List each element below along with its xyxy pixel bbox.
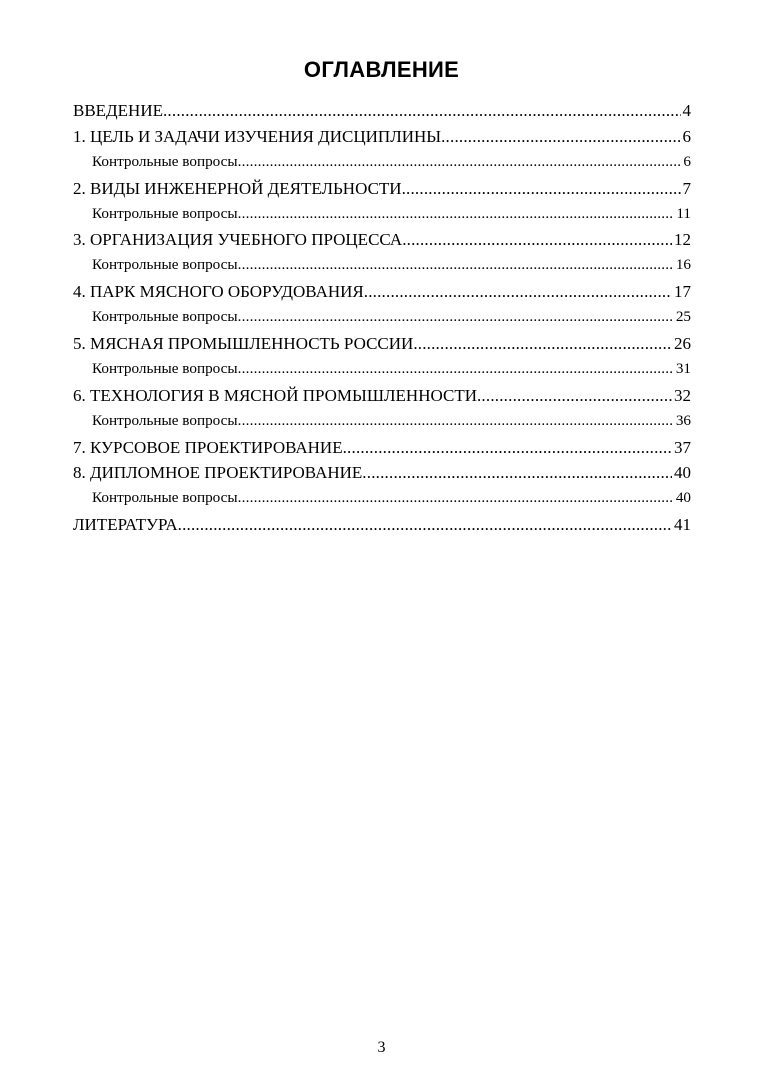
toc-entry-page: 32 xyxy=(674,385,691,405)
page-title: ОГЛАВЛЕНИЕ xyxy=(303,57,460,82)
toc-entry-page: 41 xyxy=(674,515,691,535)
toc-entry[interactable] xyxy=(73,438,691,464)
toc-entry-page: 31 xyxy=(675,359,691,377)
toc-subentry[interactable] xyxy=(73,153,691,179)
toc-entry-page: 26 xyxy=(674,334,691,354)
toc-entry-title: ВВЕДЕНИЕ xyxy=(73,101,163,120)
toc-entry[interactable] xyxy=(73,386,691,412)
toc-entry-page: 36 xyxy=(675,411,691,429)
toc-entry-title: 6. ТЕХНОЛОГИЯ В МЯСНОЙ ПРОМЫШЛЕННОСТИ xyxy=(73,385,477,405)
dot-leader xyxy=(163,101,681,121)
dot-leader xyxy=(238,153,682,171)
dot-leader xyxy=(238,489,674,507)
toc-entry-page: 6 xyxy=(682,126,691,146)
dot-leader xyxy=(477,386,672,406)
dot-leader xyxy=(238,308,674,326)
dot-leader xyxy=(402,179,681,199)
dot-leader xyxy=(238,256,674,274)
dot-leader xyxy=(238,412,674,430)
toc-entry-title: Контрольные вопросы xyxy=(92,308,238,326)
toc-entry-title: 5. МЯСНАЯ ПРОМЫШЛЕННОСТЬ РОССИИ xyxy=(73,334,414,354)
toc-entry-title: 7. КУРСОВОЕ ПРОЕКТИРОВАНИЕ xyxy=(73,437,343,457)
dot-leader xyxy=(238,360,674,378)
dot-leader xyxy=(343,438,672,458)
toc-entry-title: Контрольные вопросы xyxy=(92,256,238,274)
dot-leader xyxy=(413,334,672,354)
toc-subentry[interactable] xyxy=(73,205,691,231)
dot-leader xyxy=(362,463,672,483)
toc-entry-page: 7 xyxy=(682,178,691,198)
toc-entry-page: 16 xyxy=(675,256,691,274)
dot-leader xyxy=(238,205,675,223)
page-number: 3 xyxy=(377,1039,386,1056)
toc-entry-page: 11 xyxy=(676,204,691,222)
toc-entry-title: Контрольные вопросы xyxy=(92,489,238,507)
toc-entry-page: 17 xyxy=(674,282,691,302)
toc-entry-title: Контрольные вопросы xyxy=(92,152,238,170)
table-of-contents xyxy=(73,101,691,541)
toc-entry[interactable] xyxy=(73,127,691,153)
toc-entry[interactable] xyxy=(73,179,691,205)
dot-leader xyxy=(441,127,680,147)
toc-entry-title: ЛИТЕРАТУРА xyxy=(73,515,178,535)
toc-entry-title: Контрольные вопросы xyxy=(92,359,238,377)
toc-entry-page: 40 xyxy=(674,463,691,483)
toc-entry-page: 6 xyxy=(683,152,691,170)
toc-entry-title: 2. ВИДЫ ИНЖЕНЕРНОЙ ДЕЯТЕЛЬНОСТИ xyxy=(73,178,402,198)
toc-entry-page: 4 xyxy=(682,101,691,120)
toc-entry-title: Контрольные вопросы xyxy=(92,204,238,222)
toc-subentry[interactable] xyxy=(73,308,691,334)
toc-entry[interactable] xyxy=(73,334,691,360)
toc-subentry[interactable] xyxy=(73,360,691,386)
toc-entry-title: Контрольные вопросы xyxy=(92,411,238,429)
toc-subentry[interactable] xyxy=(73,412,691,438)
toc-entry-page: 37 xyxy=(674,437,691,457)
toc-entry-page: 25 xyxy=(675,308,691,326)
toc-entry[interactable] xyxy=(73,463,691,489)
toc-entry[interactable] xyxy=(73,515,691,541)
toc-subentry[interactable] xyxy=(73,256,691,282)
toc-entry-title: 3. ОРГАНИЗАЦИЯ УЧЕБНОГО ПРОЦЕССА xyxy=(73,230,403,250)
toc-entry-title: 1. ЦЕЛЬ И ЗАДАЧИ ИЗУЧЕНИЯ ДИСЦИПЛИНЫ xyxy=(73,126,442,146)
toc-entry-page: 12 xyxy=(674,230,691,250)
toc-entry[interactable] xyxy=(73,230,691,256)
toc-entry-page: 40 xyxy=(675,489,691,507)
dot-leader xyxy=(178,515,672,535)
toc-subentry[interactable] xyxy=(73,489,691,515)
toc-entry-title: 4. ПАРК МЯСНОГО ОБОРУДОВАНИЯ xyxy=(73,282,364,302)
toc-entry[interactable] xyxy=(73,101,691,127)
toc-entry[interactable] xyxy=(73,282,691,308)
dot-leader xyxy=(364,282,672,302)
dot-leader xyxy=(402,230,672,250)
toc-entry-title: 8. ДИПЛОМНОЕ ПРОЕКТИРОВАНИЕ xyxy=(73,463,363,483)
